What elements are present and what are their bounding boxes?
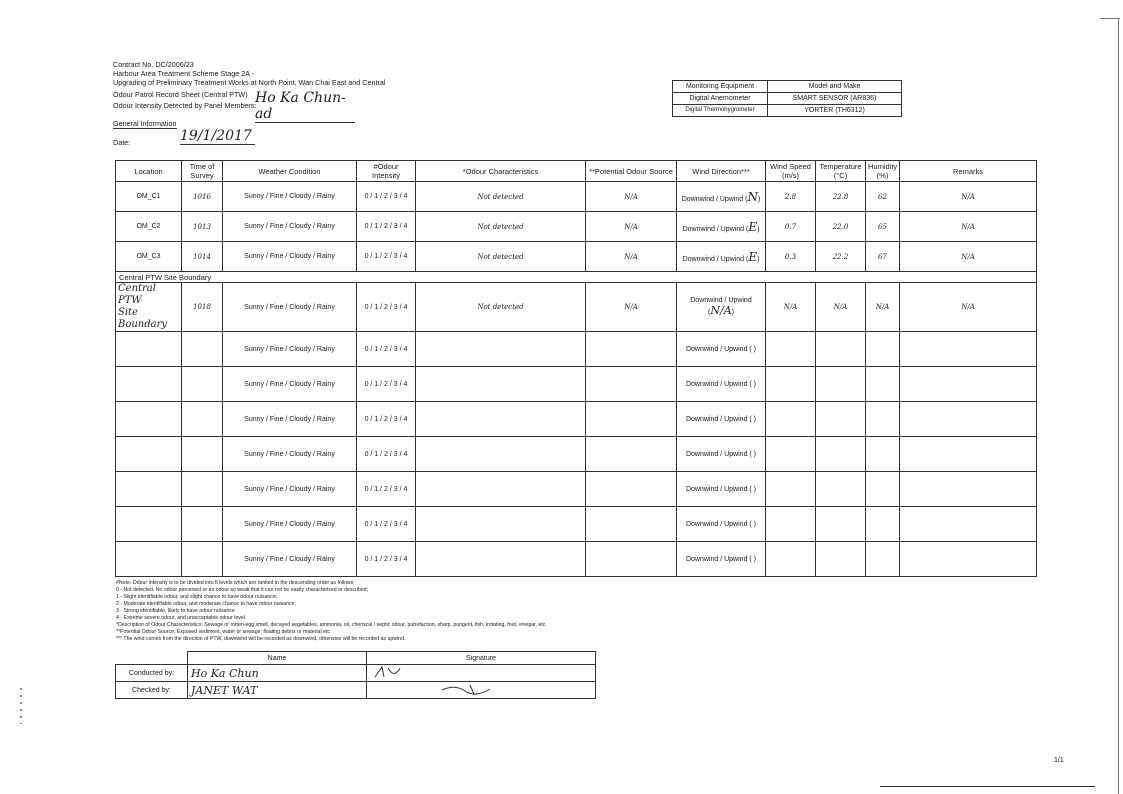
weather-cell: Sunny / Fine / Cloudy / Rainy [223, 182, 357, 212]
weather-cell: Sunny / Fine / Cloudy / Rainy [223, 283, 357, 332]
wind-direction-value: E [748, 249, 758, 264]
col-header: Humidity (%) [866, 161, 900, 182]
conducted-by-label: Conducted by: [116, 665, 188, 682]
intensity-cell: 0 / 1 / 2 / 3 / 4 [357, 332, 416, 367]
characteristics-cell: Not detected [416, 283, 586, 332]
note-line: #Note: Odour intensity is to be divided into 5 levels which are ranked in the descending order as follows: [116, 580, 355, 586]
equipment-model: YORTER (TH6312) [768, 105, 902, 117]
col-header: Temperature (°C) [816, 161, 866, 182]
checked-by-name: JANET WAT [188, 682, 367, 699]
weather-cell: Sunny / Fine / Cloudy / Rainy [223, 242, 357, 272]
conducted-signature [367, 665, 596, 682]
col-header: *Odour Characteristics [416, 161, 586, 182]
wind-template: Downwind / Upwind ( [682, 255, 749, 263]
col-header: #Odour Intensity [357, 161, 416, 182]
humidity-cell: N/A [866, 283, 900, 332]
wind-direction-value: N/A [710, 304, 732, 317]
source-cell: N/A [586, 242, 677, 272]
equipment-header: Monitoring Equipment [673, 81, 768, 93]
scan-edge-top [1100, 18, 1120, 19]
table-row [116, 182, 1037, 212]
intensity-cell: 0 / 1 / 2 / 3 / 4 [357, 402, 416, 437]
wind-direction-cell: Downwind / Upwind ( ) [677, 332, 766, 367]
wind-direction-cell: Downwind / Upwind (N/A) [677, 283, 766, 332]
humidity-cell: 62 [866, 182, 900, 212]
characteristics-cell: Not detected [416, 182, 586, 212]
time-cell: 1018 [182, 283, 223, 332]
date-handwriting: 19/1/2017 [180, 128, 255, 145]
location-line: Site Boundary [118, 307, 168, 330]
col-header: Remarks [900, 161, 1037, 182]
weather-cell: Sunny / Fine / Cloudy / Rainy [223, 367, 357, 402]
contract-number: Contract No. DC/2006/23 [113, 60, 194, 69]
wind-direction-cell: Downwind / Upwind ( ) [677, 367, 766, 402]
wind-direction-cell: Downwind / Upwind ( ) [677, 437, 766, 472]
characteristics-cell: Not detected [416, 212, 586, 242]
source-cell: N/A [586, 182, 677, 212]
scan-edge [1118, 18, 1119, 794]
wind-template: Downwind / Upwind ( [685, 345, 752, 353]
wind-direction-cell: Downwind / Upwind (E) [677, 242, 766, 272]
general-information-label: General Information [113, 119, 177, 128]
empty-row [116, 472, 1037, 507]
intensity-cell: 0 / 1 / 2 / 3 / 4 [357, 507, 416, 542]
table-row [116, 283, 1037, 332]
location-cell [116, 283, 182, 332]
empty-row [116, 332, 1037, 367]
project-title-line: Harbour Area Treatment Scheme Stage 2A - [113, 69, 255, 78]
boundary-section-label: Central PTW Site Boundary [116, 272, 1037, 283]
note-line: 4 - Extreme severe odour, and unacceptable odour level. [116, 615, 247, 621]
remarks-cell: N/A [900, 242, 1037, 272]
equipment-model: SMART SENSOR (AR836) [768, 93, 902, 105]
table-row [116, 212, 1037, 242]
humidity-cell: 65 [866, 212, 900, 242]
weather-cell: Sunny / Fine / Cloudy / Rainy [223, 472, 357, 507]
table-header-row [116, 161, 1037, 182]
note-line: *Description of Odour Characteristics: Sewage or rotten-egg smell, decayed vegetables, ammonia, oil, chemical / septic odour, putrefaction, sharp, pungent, fish, irritating, fruit, vinegar, etc [116, 622, 546, 628]
wind-speed-cell: N/A [766, 283, 816, 332]
weather-cell: Sunny / Fine / Cloudy / Rainy [223, 437, 357, 472]
date-label: Date: [113, 138, 131, 147]
weather-cell: Sunny / Fine / Cloudy / Rainy [223, 402, 357, 437]
col-header: **Potential Odour Source [586, 161, 677, 182]
wind-speed-cell: 0.3 [766, 242, 816, 272]
note-line: *** The wind comes from the direction of PTW, downwind will be recorded as downwind, otherwise will be recorded as upwind. [116, 636, 406, 642]
empty-row [116, 542, 1037, 577]
remarks-cell: N/A [900, 182, 1037, 212]
name-header: Name [188, 652, 367, 665]
project-subtitle-line: Upgrading of Preliminary Treatment Works at North Point, Wan Chai East and Central [113, 78, 386, 87]
odour-record-table [115, 160, 1037, 577]
wind-direction-cell: Downwind / Upwind (N) [677, 182, 766, 212]
source-cell: N/A [586, 212, 677, 242]
note-line: 2 - Moderate identifiable odour, and moderate chance to have odour nuisance; [116, 601, 296, 607]
wind-speed-cell: 0.7 [766, 212, 816, 242]
time-cell: 1016 [182, 182, 223, 212]
humidity-cell: 67 [866, 242, 900, 272]
wind-template: Downwind / Upwind ( [685, 520, 752, 528]
page-number: 1/1 [1054, 757, 1064, 764]
weather-cell: Sunny / Fine / Cloudy / Rainy [223, 212, 357, 242]
table-row [116, 242, 1037, 272]
col-header: Wind Speed (m/s) [766, 161, 816, 182]
note-line: 0 - Not detected. No odour perceived or an odour so weak that it can not be easily characterised or described; [116, 587, 369, 593]
location-line: Central PTW [118, 283, 156, 306]
remarks-cell: N/A [900, 283, 1037, 332]
wind-direction-cell: Downwind / Upwind ( ) [677, 542, 766, 577]
location-cell: OM_C1 [116, 182, 182, 212]
signoff-table [115, 651, 596, 699]
checked-signature [367, 682, 596, 699]
wind-template: Downwind / Upwind ( [685, 485, 752, 493]
signature-header: Signature [367, 652, 596, 665]
panel-members-handwriting: Ho Ka Chun-ad [255, 90, 355, 123]
wind-template: Downwind / Upwind ( [685, 450, 752, 458]
col-header: Location [116, 161, 182, 182]
source-cell: N/A [586, 283, 677, 332]
wind-template: Downwind / Upwind ( [682, 225, 749, 233]
col-header: Time of Survey [182, 161, 223, 182]
conducted-by-name: Ho Ka Chun [188, 665, 367, 682]
intensity-cell: 0 / 1 / 2 / 3 / 4 [357, 367, 416, 402]
panel-members-label: Odour Intensity Detected by Panel Members: [113, 101, 257, 110]
signature-scribble [370, 665, 430, 679]
temperature-cell: 22.8 [816, 182, 866, 212]
location-cell: OM_C3 [116, 242, 182, 272]
empty-row [116, 437, 1037, 472]
intensity-cell: 0 / 1 / 2 / 3 / 4 [357, 542, 416, 577]
note-line: **Potential Odour Source: Exposed sediment, water or sewage; floating debris or material etc [116, 629, 330, 635]
model-header: Model and Make [768, 81, 902, 93]
signature-scribble [440, 682, 520, 696]
intensity-cell: 0 / 1 / 2 / 3 / 4 [357, 212, 416, 242]
remarks-cell: N/A [900, 212, 1037, 242]
wind-template: Downwind / Upwind ( [685, 380, 752, 388]
footer-rule [880, 786, 1095, 787]
boundary-section-row [116, 272, 1037, 283]
intensity-cell: 0 / 1 / 2 / 3 / 4 [357, 472, 416, 507]
wind-template: Downwind / Upwind ( [685, 415, 752, 423]
location-cell: OM_C2 [116, 212, 182, 242]
temperature-cell: 22.0 [816, 212, 866, 242]
intensity-cell: 0 / 1 / 2 / 3 / 4 [357, 437, 416, 472]
note-line: 3 - Strong identifiable, likely to have odour nuisance [116, 608, 235, 614]
record-sheet-title: Odour Patrol Record Sheet (Central PTW) [113, 90, 248, 99]
wind-direction-cell: Downwind / Upwind ( ) [677, 472, 766, 507]
col-header: Wind Direction*** [677, 161, 766, 182]
wind-direction-value: N [747, 189, 758, 204]
time-cell: 1014 [182, 242, 223, 272]
wind-template: Downwind / Upwind ( [685, 555, 752, 563]
equipment-name: Digital Thermohygrometer [673, 105, 768, 117]
temperature-cell: 22.2 [816, 242, 866, 272]
binding-marks [20, 688, 22, 724]
note-line: 1 - Slight identifiable odour, and slight chance to have odour nuisance; [116, 594, 278, 600]
empty-row [116, 367, 1037, 402]
equipment-table [672, 80, 902, 117]
temperature-cell: N/A [816, 283, 866, 332]
weather-cell: Sunny / Fine / Cloudy / Rainy [223, 542, 357, 577]
wind-template: Downwind / Upwind ( [690, 297, 752, 316]
intensity-cell: 0 / 1 / 2 / 3 / 4 [357, 242, 416, 272]
wind-direction-cell: Downwind / Upwind (E) [677, 212, 766, 242]
wind-speed-cell: 2.8 [766, 182, 816, 212]
time-cell: 1013 [182, 212, 223, 242]
characteristics-cell: Not detected [416, 242, 586, 272]
empty-row [116, 507, 1037, 542]
wind-direction-value: E [748, 219, 758, 234]
wind-direction-cell: Downwind / Upwind ( ) [677, 507, 766, 542]
intensity-cell: 0 / 1 / 2 / 3 / 4 [357, 182, 416, 212]
weather-cell: Sunny / Fine / Cloudy / Rainy [223, 332, 357, 367]
weather-cell: Sunny / Fine / Cloudy / Rainy [223, 507, 357, 542]
checked-by-label: Checked by: [116, 682, 188, 699]
intensity-cell: 0 / 1 / 2 / 3 / 4 [357, 283, 416, 332]
wind-template: Downwind / Upwind ( [681, 195, 748, 203]
col-header: Weather Condition [223, 161, 357, 182]
empty-row [116, 402, 1037, 437]
equipment-name: Digital Anemometer [673, 93, 768, 105]
wind-direction-cell: Downwind / Upwind ( ) [677, 402, 766, 437]
